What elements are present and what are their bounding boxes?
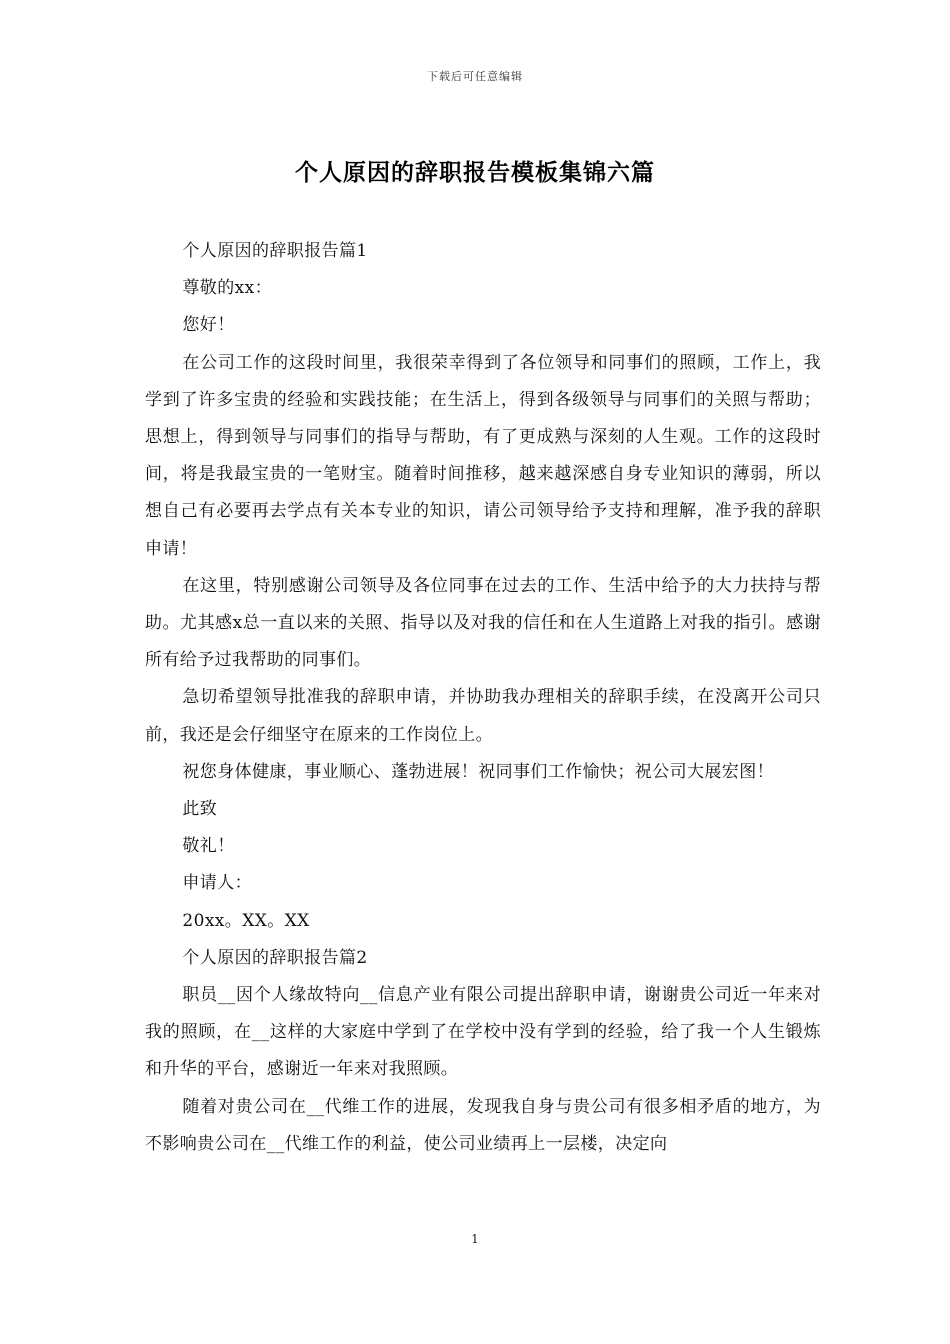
body-paragraph: 祝您身体健康，事业顺心、蓬勃进展！祝同事们工作愉快；祝公司大展宏图！ <box>182 761 774 782</box>
body-paragraph: 急切希望领导批准我的辞职申请，并协助我办理相关的辞职手续，在没离开公司只前，我还是会仔细坚守在原来的工作岗位上。 <box>145 687 821 745</box>
greeting: 您好！ <box>182 315 235 336</box>
document-title: 个人原因的辞职报告模板集锦六篇 <box>295 159 655 186</box>
body-paragraph: 在这里，特别感谢公司领导及各位同事在过去的工作、生活中给予的大力扶持与帮助。尤其感x总一直以来的关照、指导以及对我的信任和在人生道路上对我的指引。感谢所有给予过我帮助的同事们。 <box>145 575 821 671</box>
section-heading: 个人原因的辞职报告篇1 <box>182 241 368 261</box>
closing-line: 此致 <box>182 799 218 820</box>
closing-line: 敬礼！ <box>182 836 235 857</box>
page-number: 1 <box>471 1232 479 1246</box>
header-note: 下载后可任意编辑 <box>427 70 523 83</box>
body-paragraph: 职员__因个人缘故特向__信息产业有限公司提出辞职申请，谢谢贵公司近一年来对我的照顾，在__这样的大家庭中学到了在学校中没有学到的经验，给了我一个人生锻炼和升华的平台，感谢近一年来对我照顾。 <box>145 985 821 1080</box>
salutation: 尊敬的xx： <box>182 278 272 299</box>
date-line: 20xx。XX。XX <box>182 910 310 931</box>
document-body <box>145 233 821 1163</box>
body-paragraph: 在公司工作的这段时间里，我很荣幸得到了各位领导和同事们的照顾，工作上，我学到了许多宝贵的经验和实践技能；在生活上，得到各级领导与同事们的关照与帮助；思想上，得到领导与同事们的指导与帮助，有了更成熟与深刻的人生观。工作的这段时间，将是我最宝贵的一笔财宝。随着时间推移，越来越深感自身专业知识的薄弱，所以想自己有必要再去学点有关本专业的知识，请公司领导给予支持和理解，准予我的辞职申请！ <box>145 352 821 559</box>
section-heading: 个人原因的辞职报告篇2 <box>182 947 368 968</box>
body-paragraph: 随着对贵公司在__代维工作的进展，发现我自身与贵公司有很多相矛盾的地方，为不影响贵公司在__代维工作的利益，使公司业绩再上一层楼，决定向 <box>145 1096 821 1154</box>
signature-label: 申请人： <box>182 873 252 894</box>
